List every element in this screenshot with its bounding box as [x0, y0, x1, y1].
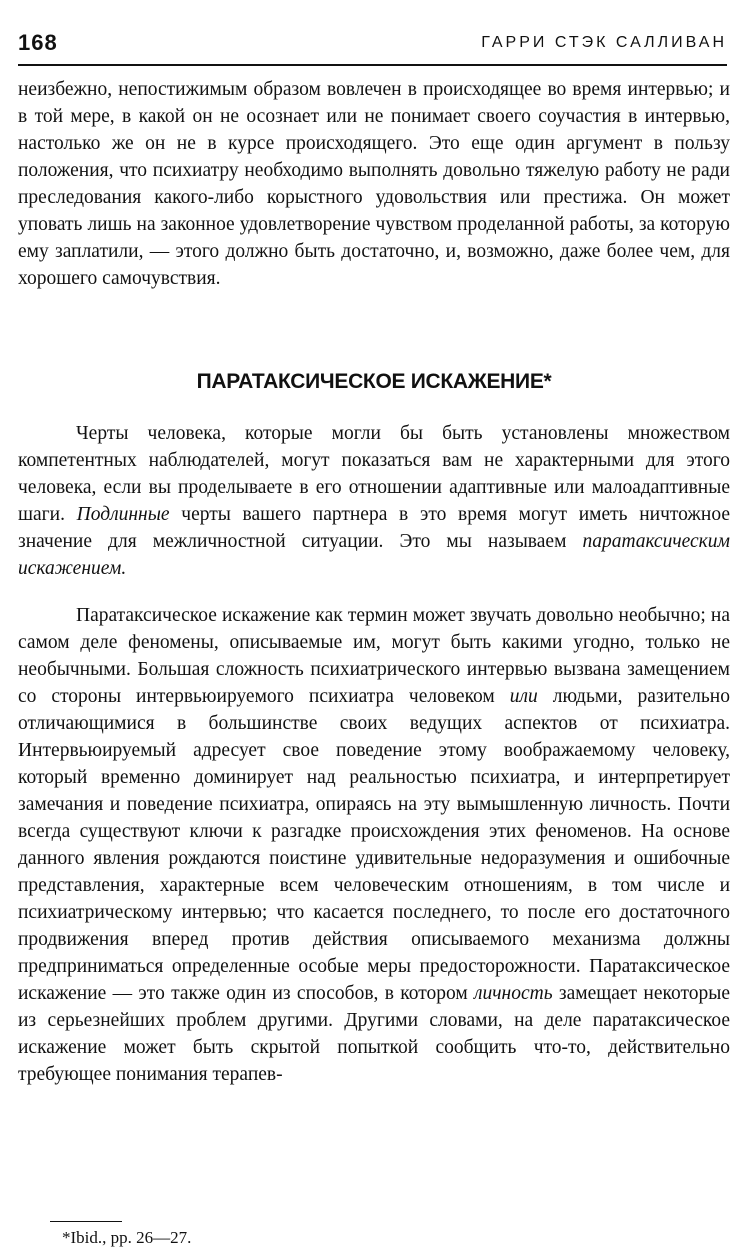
- footnote-divider: [50, 1221, 122, 1222]
- paragraph-3: [18, 602, 730, 1088]
- paragraph-3-text-c: замещает некоторые из серьезнейших проблем другими. Другими словами, на деле паратаксическое искажение может быть скрытой попыткой сообщить что-то, действительно требующее понимания терапев-: [18, 983, 730, 1085]
- section-heading: ПАРАТАКСИЧЕСКОЕ ИСКАЖЕНИЕ*: [196, 370, 552, 393]
- paragraph-3-text-a: Паратаксическое искажение как термин может звучать довольно необычно; на самом деле феномены, описываемые им, могут быть какими угодно, только не необычными. Большая сложность психиатрического интервью вызвана замещением со стороны интервьюируемого психиатра человеком: [18, 605, 730, 707]
- paragraph-2-italic-a: Подлинные: [76, 504, 170, 525]
- paragraph-2: [18, 420, 730, 582]
- running-header: [18, 30, 727, 66]
- footnote: *Ibid., pp. 26—27.: [62, 1228, 192, 1247]
- paragraph-3-italic-a: или: [509, 686, 538, 707]
- paragraph-2-text-b: черты вашего партнера в это время могут иметь ничтожное значение для межличностной ситуации. Это мы называем: [18, 504, 730, 552]
- page-number: 168: [18, 30, 58, 55]
- paragraph-2-text-a: Черты человека, которые могли бы быть установлены множеством компетентных наблюдателей, могут показаться вам не характерными для этого человека, если вы проделываете в его отношении адаптивные или малоадаптивные шаги.: [18, 423, 730, 525]
- paragraph-3-text-b: людьми, разительно отличающимися в большинстве своих ведущих аспектов от психиатра. Интервьюируемый адресует свое поведение этому воображаемому человеку, который временно доминирует над реальностью психиатра, и интерпретирует замечания и поведение психиатра, опираясь на эту вымышленную личность. Почти всегда существуют ключи к разгадке происхождения этих феноменов. На основе данного явления рождаются поистине удивительные недоразумения и ошибочные представления, характерные всем человеческим отношениям, в том числе и психиатрическому интервью; что касается последнего, то после его достаточного продвижения вперед против действия описываемого механизма должны предприниматься определенные особые меры предосторожности. Паратаксическое искажение — это также один из способов, в котором: [18, 686, 730, 1004]
- paragraph-2-italic-b: паратаксическим искажением.: [18, 531, 730, 579]
- paragraph-1: неизбежно, непостижимым образом вовлечен в происходящее во время интервью; и в той мере, в какой он не осознает или не понимает своего соучастия в интервью, настолько же он не в курсе происходящего. Это еще один аргумент в пользу положения, что психиатру необходимо выполнять довольно тяжелую работу не ради преследования какого-либо корыстного удовольствия или престижа. Он может уповать лишь на законное удовлетворение чувством проделанной работы, за которую ему заплатили, — этого должно быть достаточно, и, возможно, даже более чем, для хорошего самочувствия.: [18, 79, 730, 289]
- running-title: ГАРРИ СТЭК САЛЛИВАН: [481, 34, 727, 51]
- paragraph-3-italic-b: личность: [473, 983, 553, 1004]
